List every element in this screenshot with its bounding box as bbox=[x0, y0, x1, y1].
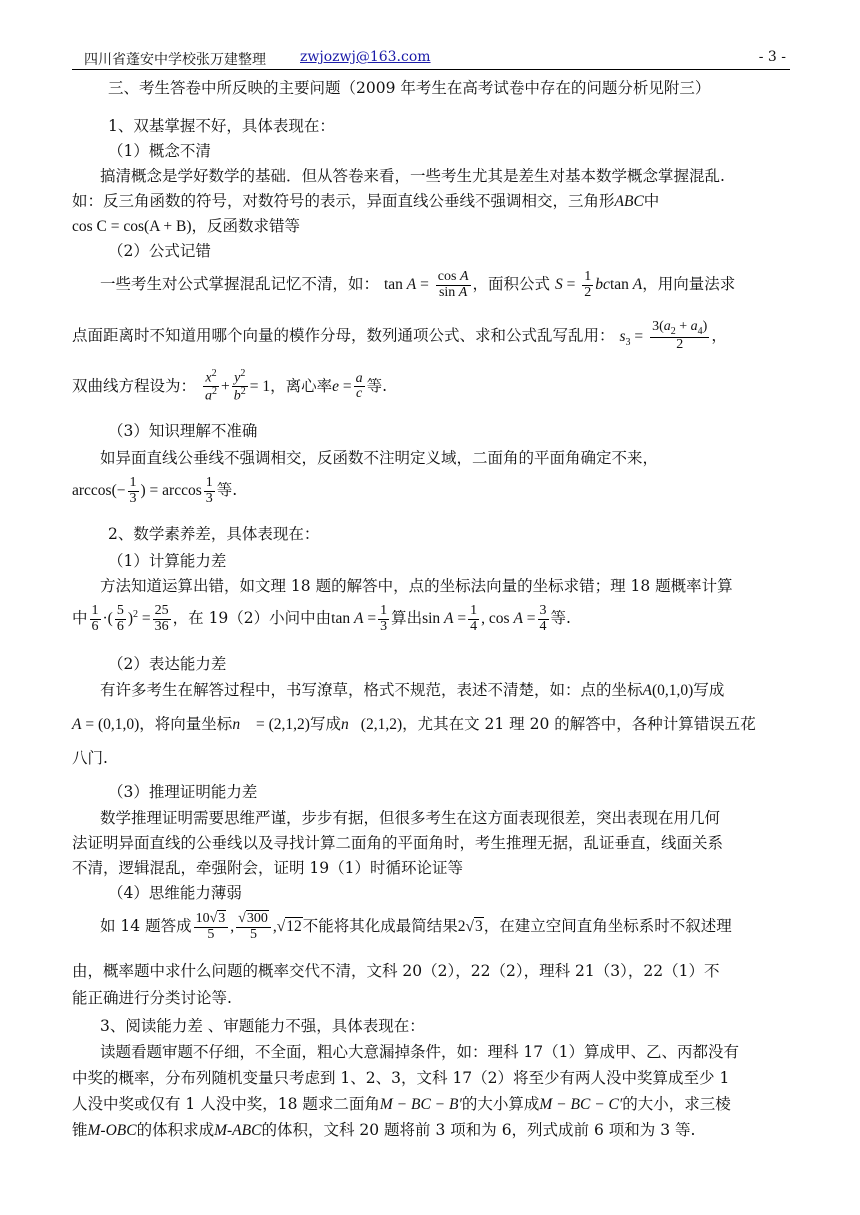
s2-p4-line3: 能正确进行分类讨论等. bbox=[72, 989, 232, 1007]
s1-p2-line2: 点面距离时不知道用哪个向量的模作分母，数列通项公式、求和公式乱写乱用： $s_3$ = $\frac{3(a_2 + a_4)}{2}$ ， bbox=[72, 319, 727, 353]
s2-p3-line1: 数学推理证明需要思维严谨，步步有据，但很多考生在这方面表现很差，突出表现在用几何 bbox=[100, 809, 721, 827]
s3-p1-line4: 锥M-OBC的体积求成M-ABC的体积，文科 20 题将前 3 项和为 6，列式成前 6 项和为 3 等. bbox=[72, 1121, 696, 1139]
page-header bbox=[72, 47, 790, 70]
s1-p1-line2: 如：反三角函数的符号，对数符号的表示，异面直线公垂线不强调相交，三角形ABC中 bbox=[72, 192, 660, 210]
s1-p3-line1: 如异面直线公垂线不强调相交，反函数不注明定义域，二面角的平面角确定不来， bbox=[100, 449, 659, 467]
s3-heading: 3、阅读能力差 、审题能力不强，具体表现在： bbox=[100, 1017, 425, 1035]
section-title: 三、考生答卷中所反映的主要问题（2009 年考生在高考试卷中存在的问题分析见附三） bbox=[108, 79, 711, 97]
s1-sub1: （1）概念不清 bbox=[108, 142, 211, 160]
s1-heading: 1、双基掌握不好，具体表现在： bbox=[108, 117, 335, 135]
header-school: 四川省蓬安中学校张万建整理 bbox=[84, 52, 266, 68]
page-number: - 3 - bbox=[758, 49, 786, 65]
s2-p2-line1: 有许多考生在解答过程中，书写潦草，格式不规范，表述不清楚，如：点的坐标A(0,1,0)写成 bbox=[100, 681, 725, 699]
formula-cosC: cos C = cos(A + B) bbox=[72, 218, 192, 235]
s2-heading: 2、数学素养差，具体表现在： bbox=[108, 525, 320, 543]
header-email-link[interactable]: zwjozwj@163.com bbox=[300, 49, 431, 65]
s1-p3-line2: arccos(− $\frac{1}{3}$ ) = arccos $\frac{1}{3}$ 等. bbox=[72, 475, 238, 506]
s2-sub4: （4）思维能力薄弱 bbox=[108, 884, 242, 902]
s2-p4-line1: 如 14 题答成 $\frac{10√3}{5}$ , $\frac{√300}{5}$ ,√12不能将其化成最简结果2√3，在建立空间直角坐标系时不叙述理 bbox=[100, 911, 732, 942]
s3-p1-line1: 读题看题审题不仔细，不全面，粗心大意漏掉条件，如：理科 17（1）算成甲、乙、丙都没有 bbox=[100, 1043, 740, 1061]
s2-p4-line2: 由，概率题中求什么问题的概率交代不清，文科 20（2），22（2），理科 21（3），22（1）不 bbox=[72, 962, 720, 980]
s1-sub3: （3）知识理解不准确 bbox=[108, 422, 258, 440]
s1-p2-line3: 双曲线方程设为： $\frac{x^2}{a^2}$ + $\frac{y^2}{b^2}$ = 1，离心率e = $\frac{a}{c}$ 等. bbox=[72, 368, 388, 404]
s2-p3-line2: 法证明异面直线的公垂线以及寻找计算二面角的平面角时，考生推理无据，乱证垂直，线面关系 bbox=[72, 834, 724, 852]
s2-sub2: （2）表达能力差 bbox=[108, 655, 227, 673]
s1-p1-line3: cos C = cos(A + B)，反函数求错等 bbox=[72, 217, 301, 235]
s1-p1-line1: 搞清概念是学好数学的基础．但从答卷来看，一些考生尤其是差生对基本数学概念掌握混乱. bbox=[100, 167, 725, 185]
s1-p2-line1: 一些考生对公式掌握混乱记忆不清，如： tan A = $\frac{\text{cos A}}{\text{sin A}}$ ，面积公式 S = $\frac{1}{2}$ bctan A，用向量法求 bbox=[100, 269, 736, 300]
s1-sub2: （2）公式记错 bbox=[108, 242, 211, 260]
s3-p1-line3: 人没中奖或仅有 1 人没中奖，18 题求二面角M − BC − B′的大小算成M − BC − C′的大小，求三棱 bbox=[72, 1095, 731, 1113]
s2-p1-line2: 中 $\frac{1}{6}$ ·( $\frac{5}{6}$ )$^2$ = $\frac{25}{36}$ ，在 19（2）小问中由tan A = $\frac{1}{3}$ 算出sin A = $\frac{1}{4}$ , cos A = $\frac{3}{4}$ 等. bbox=[72, 603, 571, 634]
triangle-abc: ABC bbox=[614, 193, 644, 210]
s2-p3-line3: 不清，逻辑混乱，牵强附会，证明 19（1）时循环论证等 bbox=[72, 859, 464, 877]
s2-sub1: （1）计算能力差 bbox=[108, 552, 227, 570]
s3-p1-line2: 中奖的概率，分布列随机变量只考虑到 1、2、3，文科 17（2）将至少有两人没中奖算成至少 1 bbox=[72, 1069, 730, 1087]
s2-p2-line3: 八门. bbox=[72, 749, 108, 767]
s2-sub3: （3）推理证明能力差 bbox=[108, 783, 258, 801]
s2-p2-line2: A = (0,1,0)，将向量坐标n⃗ = (2,1,2)写成n⃗(2,1,2)，尤其在文 21 理 20 的解答中，各种计算错误五花 bbox=[72, 715, 756, 733]
s2-p1-line1: 方法知道运算出错，如文理 18 题的解答中，点的坐标法向量的坐标求错；理 18 题概率计算 bbox=[100, 577, 733, 595]
